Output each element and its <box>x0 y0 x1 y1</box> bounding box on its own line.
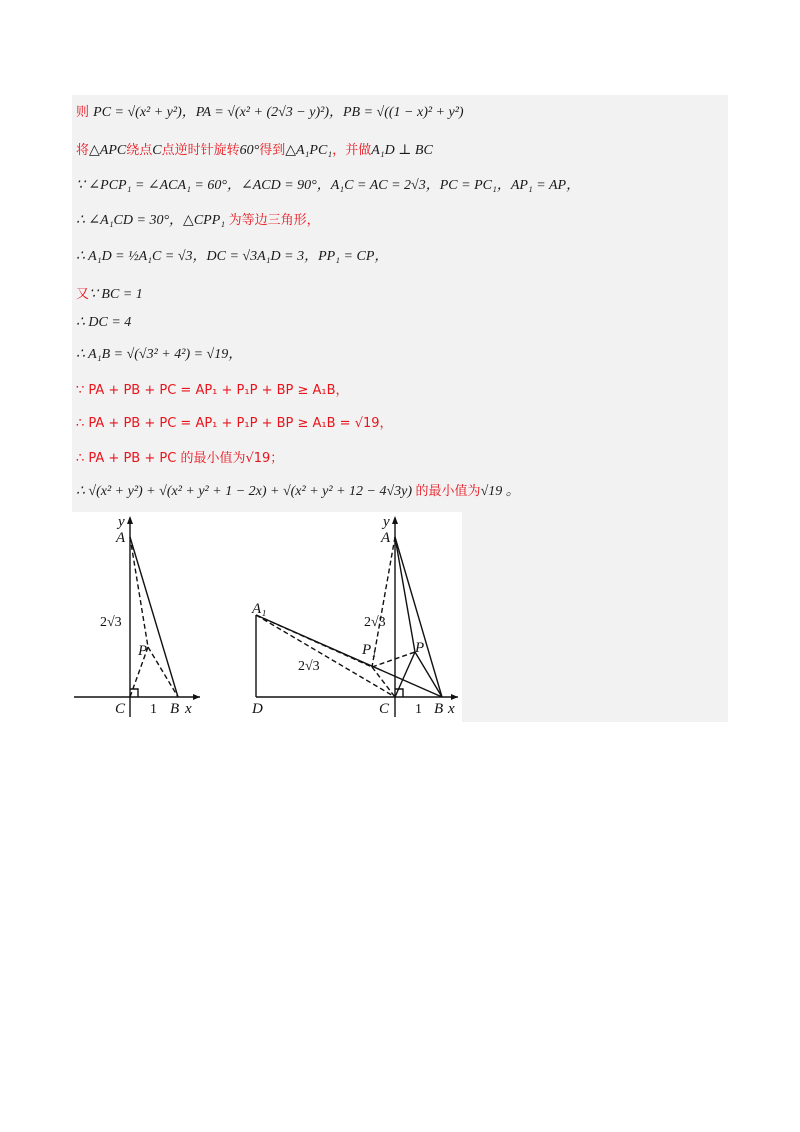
note-text: ∴ PA + PB + PC <box>76 451 181 466</box>
note-text: ∵ PA + PB + PC = AP₁ + P₁P + BP ≥ A₁B， <box>76 383 349 398</box>
solution-line-12 <box>76 482 520 502</box>
solution-line-6 <box>76 285 143 305</box>
right-segment-a1b <box>256 615 442 697</box>
note-text: ； <box>270 451 284 466</box>
right-x-arrow <box>451 694 458 700</box>
solution-line-10 <box>76 414 393 434</box>
math-expression: △APC <box>89 143 127 158</box>
note-text: 绕点 <box>126 143 153 158</box>
left-label-y: y <box>118 514 125 530</box>
math-expression: ∴ A₁D = ½A₁C = √3，DC = √3A₁D = 3，PP₁ = CP， <box>76 249 389 264</box>
left-label-b: B <box>170 701 180 717</box>
math-expression: ∴ √(x² + y²) + √(x² + y² + 1 − 2x) + √(x² + y² + 12 − 4√3y) <box>76 484 416 499</box>
solution-line-4 <box>76 211 320 231</box>
right-label-length-ac: 2√3 <box>364 615 386 630</box>
right-label-p: P <box>415 640 425 656</box>
right-segment-ab <box>395 537 442 697</box>
left-segment-ap <box>130 537 148 647</box>
solution-line-5 <box>76 247 388 267</box>
note-text: √19 <box>245 451 271 466</box>
note-text: ，并做 <box>332 143 372 158</box>
left-label-length: 2√3 <box>100 615 122 630</box>
note-text: 的最小值为 <box>180 451 246 466</box>
note-text: 的最小值为 <box>415 484 481 499</box>
right-label-length-a1c: 2√3 <box>298 659 320 674</box>
right-label-a: A <box>381 530 391 546</box>
right-label-b: B <box>434 701 444 717</box>
solution-line-7 <box>76 313 131 333</box>
note-text: 则 <box>76 105 94 120</box>
left-x-arrow <box>193 694 200 700</box>
math-expression: √19 。 <box>480 484 520 499</box>
right-segment-pb <box>415 652 442 697</box>
right-label-d: D <box>252 701 263 717</box>
left-y-arrow <box>127 516 133 524</box>
left-label-x: x <box>185 701 192 717</box>
right-figure <box>256 518 458 717</box>
right-label-y: y <box>383 514 390 530</box>
solution-line-1 <box>76 103 464 123</box>
left-segment-pb <box>148 647 178 697</box>
solution-line-2 <box>76 141 433 161</box>
math-expression: ∴ A₁B = √(√3² + 4²) = √19， <box>76 347 243 362</box>
note-text: 点逆时针旋转 <box>161 143 240 158</box>
geometry-figure <box>72 512 462 722</box>
left-label-a: A <box>116 530 126 546</box>
solution-line-8 <box>76 345 242 365</box>
math-expression: ∵ ∠PCP₁ = ∠ACA₁ = 60°，∠ACD = 90°，A₁C = AC = 2√3，PC = PC₁，AP₁ = AP， <box>76 178 581 193</box>
right-y-arrow <box>392 516 398 524</box>
solution-line-11 <box>76 449 283 469</box>
math-expression: ∴ DC = 4 <box>76 315 132 330</box>
math-expression: PC = √(x² + y²)，PA = √(x² + (2√3 − y)²)，PB = √((1 − x)² + y²) <box>93 105 464 120</box>
figure <box>72 512 462 722</box>
left-label-p: P <box>138 643 148 659</box>
right-segment-p1p <box>372 652 415 667</box>
math-expression: A₁D ⊥ BC <box>371 143 433 158</box>
note-text: 得到 <box>259 143 286 158</box>
note-text: 又 <box>76 287 90 302</box>
note-text: 将 <box>76 143 90 158</box>
left-label-one: 1 <box>150 702 157 717</box>
math-expression: C <box>152 143 162 158</box>
math-expression: ∴ ∠A₁CD = 30°，△CPP₁ <box>76 213 229 228</box>
left-label-c: C <box>115 701 126 717</box>
right-label-a1: A₁ <box>252 601 267 617</box>
math-expression: ∵ BC = 1 <box>89 287 143 302</box>
math-expression: △A₁PC₁ <box>285 143 333 158</box>
right-segment-pc <box>395 652 415 697</box>
solution-line-3 <box>76 176 580 196</box>
note-text: ∴ PA + PB + PC = AP₁ + P₁P + BP ≥ A₁B = √19， <box>76 416 393 431</box>
left-figure <box>74 518 200 717</box>
right-label-c: C <box>379 701 390 717</box>
note-text: 为等边三角形， <box>228 213 320 228</box>
right-label-x: x <box>448 701 455 717</box>
left-segment-ab <box>130 537 178 697</box>
solution-line-9 <box>76 381 349 401</box>
right-label-p1: P₁ <box>362 642 377 658</box>
math-expression: 60° <box>239 143 260 158</box>
right-label-one: 1 <box>415 702 422 717</box>
